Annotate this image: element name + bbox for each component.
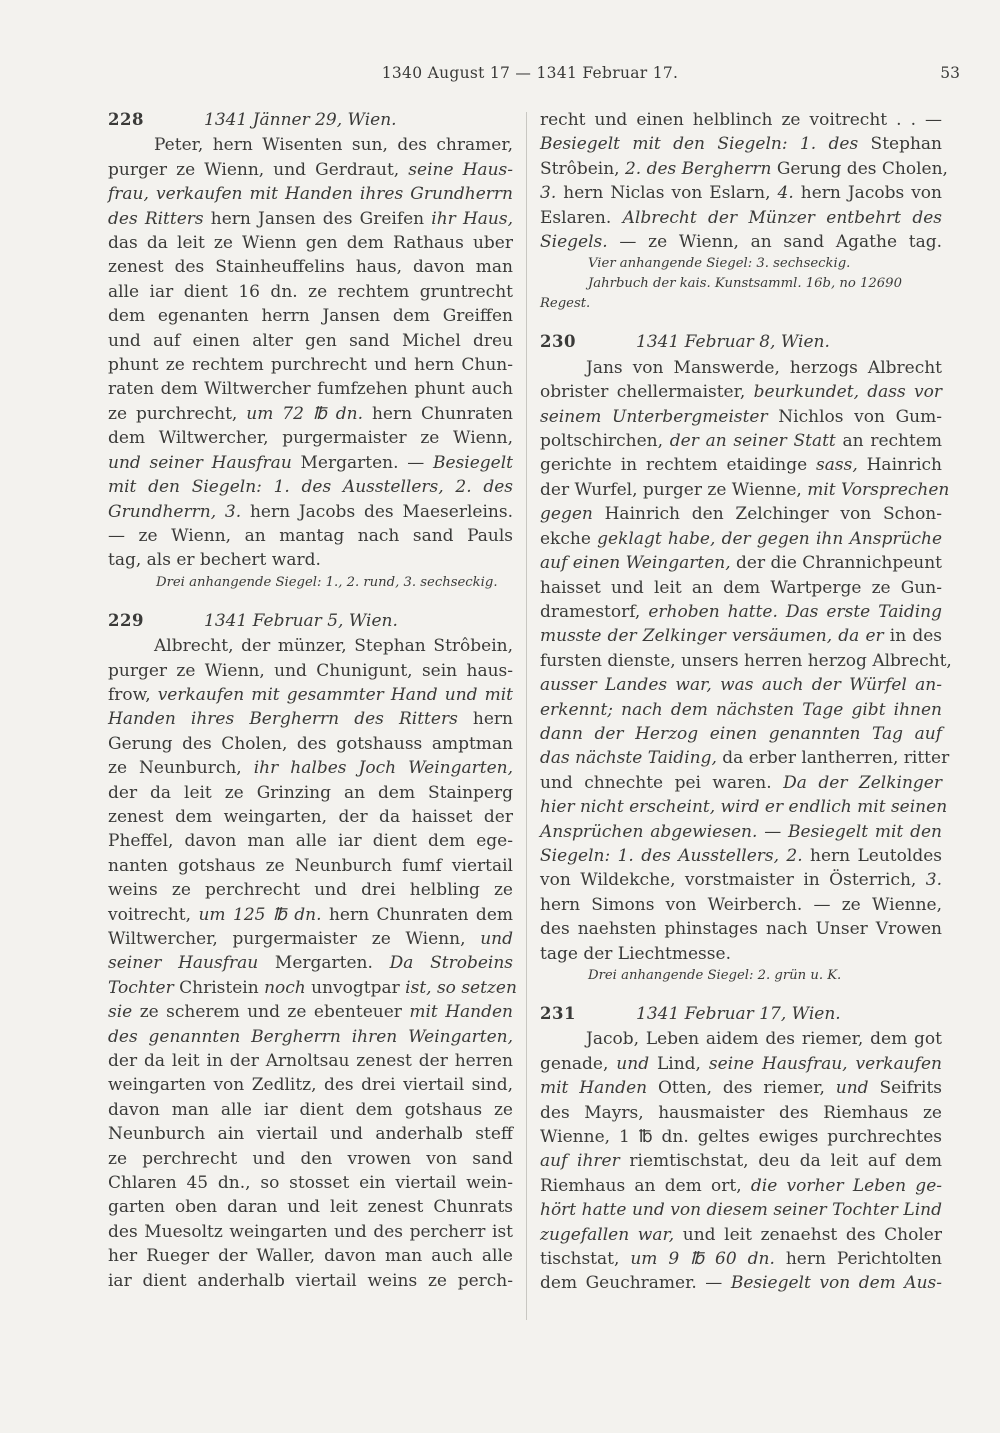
text-line: des Ritters hern Jansen des Greifen ihr Haus, — [108, 208, 513, 229]
text-line: musste der Zelkinger versäumen, da er in des — [540, 626, 942, 647]
text-line: Jans von Manswerde, herzogs Albrecht — [586, 357, 942, 378]
entry-number: 231 — [540, 1004, 576, 1023]
text-line: tischstat, um 9 ℔ 60 dn. hern Perichtolten — [540, 1249, 942, 1270]
text-line: das nächste Taiding, da erber lantherren, ritter — [540, 748, 950, 769]
text-line: genade, und Lind, seine Hausfrau, verkaufen — [540, 1053, 942, 1074]
text-line: sie ze scherem und ze ebenteuer mit Handen — [108, 1002, 514, 1023]
text-line: tag, als er bechert ward. — [108, 550, 321, 571]
text-line: Besiegelt mit den Siegeln: 1. des Stephan — [540, 134, 943, 155]
text-line: des Mayrs, hausmaister des Riemhaus ze — [540, 1102, 942, 1123]
text-line: und auf einen alter gen sand Michel dreu — [108, 330, 513, 351]
text-line: zenest des Stainheuffelins haus, davon man — [108, 257, 513, 278]
text-line: des Muesoltz weingarten und des percherr ist — [108, 1221, 513, 1242]
text-line: iar dient anderhalb viertail weins ze perch- — [108, 1270, 513, 1291]
text-line: der da leit ze Grinzing an dem Stainperg — [108, 782, 513, 803]
page-number: 53 — [940, 64, 960, 82]
text-line: poltschirchen, der an seiner Statt an rechtem — [540, 431, 942, 452]
text-line: Jacob, Leben aidem des riemer, dem got — [586, 1029, 942, 1050]
text-line: Pheffel, davon man alle iar dient dem ege- — [108, 831, 513, 852]
text-line: hört hatte und von diesem seiner Tochter Lind — [540, 1200, 942, 1221]
entry-date: 1341 Februar 5, Wien. — [204, 610, 398, 631]
text-line: obrister chellermaister, beurkundet, dass vor — [540, 382, 942, 403]
text-line: hier nicht erscheint, wird er endlich mit seinen — [540, 797, 948, 818]
seal-note: Regest. — [540, 296, 591, 312]
entry-date: 1341 Jänner 29, Wien. — [204, 110, 397, 130]
text-line: gerichte in rechtem etaidinge sass, Hainrich — [540, 455, 942, 476]
entry-gap — [540, 986, 942, 1002]
text-line: purger ze Wienn, und Chunigunt, sein haus- — [108, 660, 513, 681]
text-line: weingarten von Zedlitz, des drei viertail sind, — [108, 1075, 513, 1096]
seal-note: Drei anhangende Siegel: 2. grün u. K. — [588, 968, 842, 983]
text-line: tage der Liechtmesse. — [540, 943, 731, 964]
text-line: Neunburch ain viertail und anderhalb steff — [108, 1124, 513, 1145]
text-line: gegen Hainrich den Zelchinger von Schon- — [540, 504, 942, 525]
entry-gap — [108, 593, 513, 609]
text-line: dem Geuchramer. — Besiegelt von dem Aus- — [540, 1273, 942, 1294]
text-line: garten oben daran und leit zenest Chunrats — [108, 1197, 513, 1218]
seal-note: Vier anhangende Siegel: 3. sechseckig. — [588, 256, 851, 272]
text-line: ze Neunburch, ihr halbes Joch Weingarten, — [108, 758, 513, 779]
text-line: des naehsten phinstages nach Unser Vrowen — [540, 919, 942, 940]
page-header — [100, 64, 960, 94]
text-line: seiner Hausfrau Mergarten. Da Strobeins — [108, 953, 514, 974]
text-line: fursten dienste, unsers herren herzog Albrecht, — [540, 650, 952, 671]
text-line: alle iar dient 16 dn. ze rechtem gruntrecht — [108, 281, 513, 302]
entry-heading — [108, 609, 513, 633]
seal-note: Jahrbuch der kais. Kunstsamml. 16b, no 12690 — [588, 276, 902, 292]
text-line: Grundherrn, 3. hern Jacobs des Maeserleins. — [108, 501, 513, 522]
seal-note: Drei anhangende Siegel: 1., 2. rund, 3. sechseckig. — [156, 574, 498, 590]
text-line: dem Wiltwercher, purgermaister ze Wienn, — [108, 428, 513, 449]
text-line: dann der Herzog einen genannten Tag auf — [540, 723, 942, 744]
text-line: frow, verkaufen mit gesammter Hand und mit — [108, 684, 514, 705]
text-line: Tochter Christein noch unvogtpar ist, so setzen — [108, 977, 517, 998]
text-line: Riemhaus an dem ort, die vorher Leben ge- — [540, 1175, 942, 1196]
text-line: des genannten Bergherrn ihren Weingarten, — [108, 1026, 513, 1047]
text-line: der da leit in der Arnoltsau zenest der herren — [108, 1051, 513, 1072]
text-line: Albrecht, der münzer, Stephan Strôbein, — [154, 636, 513, 657]
text-line: dem egenanten herrn Jansen dem Greiffen — [108, 306, 513, 327]
text-line: Strôbein, 2. des Bergherrn Gerung des Cholen, — [540, 158, 948, 179]
column-divider — [526, 112, 527, 1320]
text-line: von Wildekche, vorstmaister in Österrich, 3. — [540, 870, 942, 891]
text-line: Chlaren 45 dn., so stosset ein viertail wein- — [108, 1173, 513, 1194]
text-line: Ansprüchen abgewiesen. — Besiegelt mit den — [540, 821, 942, 842]
text-line: phunt ze rechtem purchrecht und hern Chun- — [108, 355, 513, 376]
text-line: — ze Wienn, an mantag nach sand Pauls — [108, 525, 513, 546]
text-line: hern Simons von Weirberch. — ze Wienne, — [540, 894, 942, 915]
left-column — [108, 108, 517, 1293]
text-line: purger ze Wienn, und Gerdraut, seine Haus- — [108, 159, 513, 180]
text-line: recht und einen helblinch ze voitrecht . . — — [540, 110, 942, 130]
entry-number: 228 — [108, 110, 144, 129]
text-line: voitrecht, um 125 ℔ dn. hern Chunraten dem — [108, 904, 513, 925]
text-line: auf einen Weingarten, der die Chrannichpeunt — [540, 553, 942, 574]
text-line: mit den Siegeln: 1. des Ausstellers, 2. des — [108, 477, 513, 498]
text-line: auf ihrer riemtischstat, deu da leit auf dem — [540, 1151, 943, 1172]
entry-date: 1341 Februar 8, Wien. — [636, 332, 830, 353]
text-line: davon man alle iar dient dem gotshaus ze — [108, 1099, 513, 1120]
entry-number: 229 — [108, 610, 144, 630]
text-line: Wienne, 1 ℔ dn. geltes ewiges purchrechtes — [540, 1127, 942, 1148]
text-line: haisset und leit an dem Wartperge ze Gun- — [540, 577, 942, 598]
entry-number: 230 — [540, 332, 576, 352]
entry-heading — [540, 1002, 942, 1026]
text-line: ze perchrecht und den vrowen von sand — [108, 1148, 513, 1169]
text-line: Wiltwercher, purgermaister ze Wienn, und — [108, 929, 513, 949]
text-line: dramestorf, erhoben hatte. Das erste Taiding — [540, 601, 942, 622]
text-line: der Wurfel, purger ze Wienne, mit Vorsprechen — [540, 479, 950, 500]
entry-heading — [540, 330, 942, 354]
text-line: zenest dem weingarten, der da haisset der — [108, 806, 513, 827]
entry-gap — [540, 314, 942, 330]
text-line: mit Handen Otten, des riemer, und Seifrits — [540, 1078, 943, 1099]
text-line: Eslaren. Albrecht der Münzer entbehrt des — [540, 207, 942, 228]
text-line: zugefallen war, und leit zenaehst des Choler — [540, 1224, 942, 1245]
text-line: nanten gotshaus ze Neunburch fumf viertail — [108, 855, 513, 876]
entry-heading — [108, 108, 513, 132]
text-line: und seiner Hausfrau Mergarten. — Besiegelt — [108, 452, 513, 473]
running-title: 1340 August 17 — 1341 Februar 17. — [381, 64, 679, 82]
text-line: Siegels. — ze Wienn, an sand Agathe tag. — [540, 232, 942, 253]
text-line: das da leit ze Wienn gen dem Rathaus uber — [108, 233, 513, 254]
text-line: erkennt; nach dem nächsten Tage gibt ihnen — [540, 699, 942, 720]
text-line: weins ze perchrecht und drei helbling ze — [108, 880, 513, 901]
entry-date: 1341 Februar 17, Wien. — [636, 1004, 841, 1024]
text-line: frau, verkaufen mit Handen ihres Grundherrn — [108, 184, 513, 205]
text-line: her Rueger der Waller, davon man auch alle — [108, 1246, 513, 1267]
text-line: seinem Unterbergmeister Nichlos von Gum- — [540, 406, 942, 427]
text-line: Peter, hern Wisenten sun, des chramer, — [154, 135, 513, 156]
text-line: 3. hern Niclas von Eslarn, 4. hern Jacobs von — [540, 183, 942, 204]
text-line: Gerung des Cholen, des gotshauss amptman — [108, 733, 513, 754]
text-line: Handen ihres Bergherrn des Ritters hern — [108, 709, 513, 730]
text-line: Siegeln: 1. des Ausstellers, 2. hern Leutoldes — [540, 845, 942, 866]
text-line: und chnechte pei waren. Da der Zelkinger — [540, 772, 942, 793]
text-line: ekche geklagt habe, der gegen ihn Ansprüche — [540, 528, 943, 549]
right-column — [540, 108, 952, 1296]
text-line: raten dem Wiltwercher fumfzehen phunt auch — [108, 379, 513, 400]
text-line: ausser Landes war, was auch der Würfel an- — [540, 675, 942, 696]
text-line: ze purchrecht, um 72 ℔ dn. hern Chunraten — [108, 403, 513, 424]
